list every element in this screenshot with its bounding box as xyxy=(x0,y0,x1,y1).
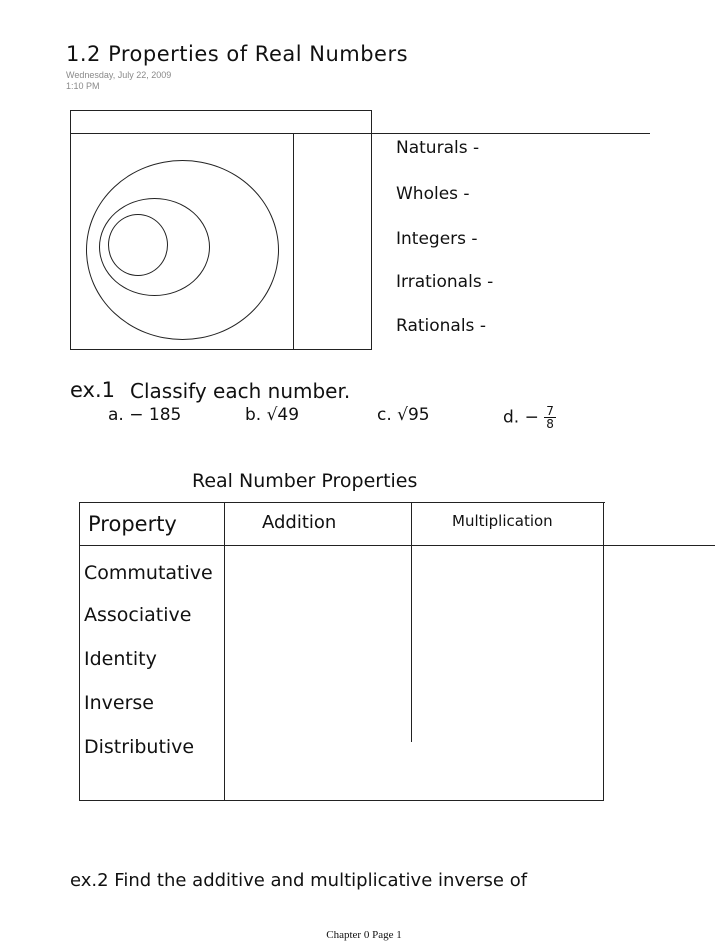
table-right-border xyxy=(603,502,604,800)
table-left-border xyxy=(79,502,80,800)
note-time: 1:10 PM xyxy=(66,81,100,91)
table-column-divider-1 xyxy=(224,502,225,800)
table-column-divider-2 xyxy=(411,502,412,742)
venn-divider-line xyxy=(293,133,294,350)
example1-prompt: Classify each number. xyxy=(130,379,351,403)
table-row-identity: Identity xyxy=(84,648,157,670)
table-top-border xyxy=(79,502,605,503)
table-row-commutative: Commutative xyxy=(84,562,213,584)
table-header-addition: Addition xyxy=(262,512,337,533)
set-label-integers: Integers - xyxy=(396,229,478,249)
example1-item-d-label: d. − xyxy=(503,407,539,428)
page-title: 1.2 Properties of Real Numbers xyxy=(66,42,409,66)
note-date: Wednesday, July 22, 2009 xyxy=(66,70,172,80)
table-bottom-border xyxy=(79,800,604,801)
example1-item-c: c. √95 xyxy=(377,405,430,425)
table-heading: Real Number Properties xyxy=(192,470,418,492)
fraction-denominator: 8 xyxy=(546,417,554,431)
example1-heading xyxy=(70,378,115,402)
table-row-distributive: Distributive xyxy=(84,736,195,758)
set-label-irrationals: Irrationals - xyxy=(396,272,494,292)
inner-set-ellipse xyxy=(108,214,168,276)
table-row-associative: Associative xyxy=(84,604,192,626)
page-footer: Chapter 0 Page 1 xyxy=(326,929,402,941)
venn-top-line xyxy=(70,133,650,134)
table-header-property: Property xyxy=(88,512,177,536)
example1-label: ex.1 xyxy=(70,378,116,402)
table-header-multiplication: Multiplication xyxy=(452,512,553,530)
example1-item-a: a. − 185 xyxy=(108,405,182,425)
example1-item-d xyxy=(503,405,556,430)
table-header-rule xyxy=(79,545,715,546)
example1-item-b: b. √49 xyxy=(245,405,300,425)
fraction-numerator: 7 xyxy=(546,404,554,418)
example2-text: ex.2 Find the additive and multiplicative inverse of xyxy=(70,870,528,891)
set-label-naturals: Naturals - xyxy=(396,138,480,158)
set-label-rationals: Rationals - xyxy=(396,316,486,336)
table-row-inverse: Inverse xyxy=(84,692,154,714)
fraction xyxy=(544,405,556,430)
set-label-wholes: Wholes - xyxy=(396,184,470,204)
